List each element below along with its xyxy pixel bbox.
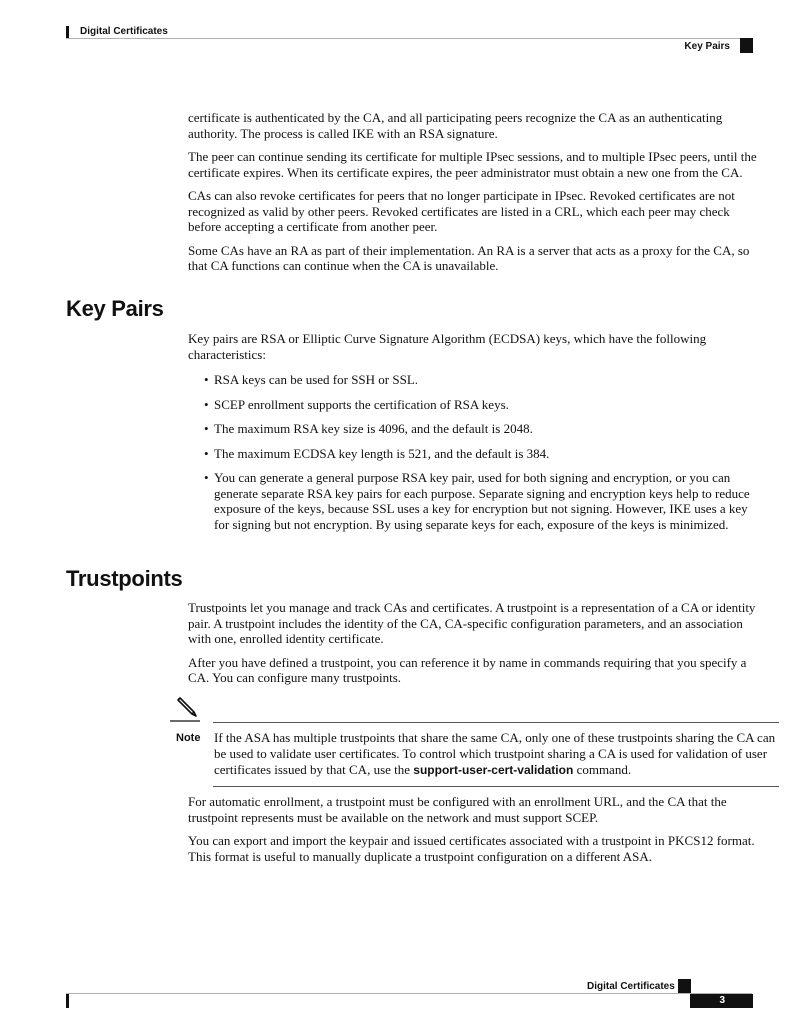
- note-bottom-rule: [213, 786, 779, 787]
- footer-block-marker: [678, 979, 691, 993]
- trustpoints-section: [188, 600, 758, 694]
- list-item: • The maximum ECDSA key length is 521, and the default is 384.: [188, 446, 758, 462]
- note-text-end: command.: [573, 762, 632, 777]
- paragraph: After you have defined a trustpoint, you can reference it by name in commands requiring that you specify a CA. You can configure many trustpoints.: [188, 654, 747, 685]
- list-item: • The maximum RSA key size is 4096, and the default is 2048.: [188, 421, 758, 437]
- trustpoints-after-note: [188, 794, 758, 872]
- list-item: • SCEP enrollment supports the certification of RSA keys.: [188, 397, 758, 413]
- pencil-note-icon: [168, 694, 202, 722]
- intro-section: [188, 110, 758, 282]
- paragraph: Trustpoints let you manage and track CAs and certificates. A trustpoint is a representation of a CA or identity pair. A trustpoint includes the identity of the CA, CA-specific configuration parameters, and an association with one, enrolled identity certificate.: [188, 600, 756, 646]
- key-pairs-heading: Key Pairs: [66, 296, 164, 321]
- list-item: • RSA keys can be used for SSH or SSL.: [188, 372, 758, 388]
- note-text: [214, 730, 780, 778]
- page-number: 3: [690, 994, 753, 1008]
- footer-rule: [66, 993, 752, 994]
- header-section-title: Key Pairs: [684, 41, 730, 52]
- note-label: Note: [176, 732, 201, 744]
- header-rule: [66, 38, 752, 39]
- note-command: support-user-cert-validation: [413, 763, 574, 777]
- paragraph: You can export and import the keypair and issued certificates associated with a trustpoint in PKCS12 format. This format is useful to manually duplicate a trustpoint configuration on a different ASA.: [188, 833, 755, 864]
- header-block-marker: [740, 38, 753, 53]
- paragraph: Some CAs have an RA as part of their implementation. An RA is a server that acts as a proxy for the CA, so that CA functions can continue when the CA is unavailable.: [188, 242, 750, 273]
- paragraph: The peer can continue sending its certificate for multiple IPsec sessions, and to multiple IPsec peers, until the certificate expires. When its certificate expires, the peer administrator must obtain a new one from the CA.: [188, 149, 757, 180]
- note-top-rule: [213, 722, 779, 723]
- key-pairs-list: [188, 372, 758, 532]
- footer-marker: [66, 994, 69, 1008]
- header-chapter-title: Digital Certificates: [80, 26, 168, 37]
- trustpoints-heading: Trustpoints: [66, 566, 183, 591]
- paragraph: Key pairs are RSA or Elliptic Curve Signature Algorithm (ECDSA) keys, which have the following characteristics:: [188, 331, 707, 362]
- paragraph: CAs can also revoke certificates for peers that no longer participate in IPsec. Revoked certificates are not recognized as valid by other peers. Revoked certificates are listed in a CRL, which each peer may check before accepting a certificate from another peer.: [188, 188, 735, 234]
- footer-title: Digital Certificates: [587, 981, 675, 992]
- paragraph: certificate is authenticated by the CA, and all participating peers recognize the CA as an authenticating authority. The process is called IKE with an RSA signature.: [188, 110, 723, 141]
- list-item: • You can generate a general purpose RSA key pair, used for both signing and encryption, or you can generate separate RSA key pairs for each purpose. Separate signing and encryption keys help to reduce exposure of the keys, because SSL uses a key for encryption but not signing. However, IKE uses a key for signing but not encryption. By using separate keys for each, exposure of the keys is minimized.: [188, 470, 758, 532]
- note-text-start: If the ASA has multiple trustpoints that share the same CA, only one of these trustpoints sharing the CA can be used to validate user certificates. To control which trustpoint sharing a CA is used for validation of user certificates issued by that CA, use the: [214, 730, 776, 777]
- key-pairs-section: [188, 331, 758, 541]
- paragraph: For automatic enrollment, a trustpoint must be configured with an enrollment URL, and the CA that the trustpoint represents must be available on the network and must support SCEP.: [188, 794, 727, 825]
